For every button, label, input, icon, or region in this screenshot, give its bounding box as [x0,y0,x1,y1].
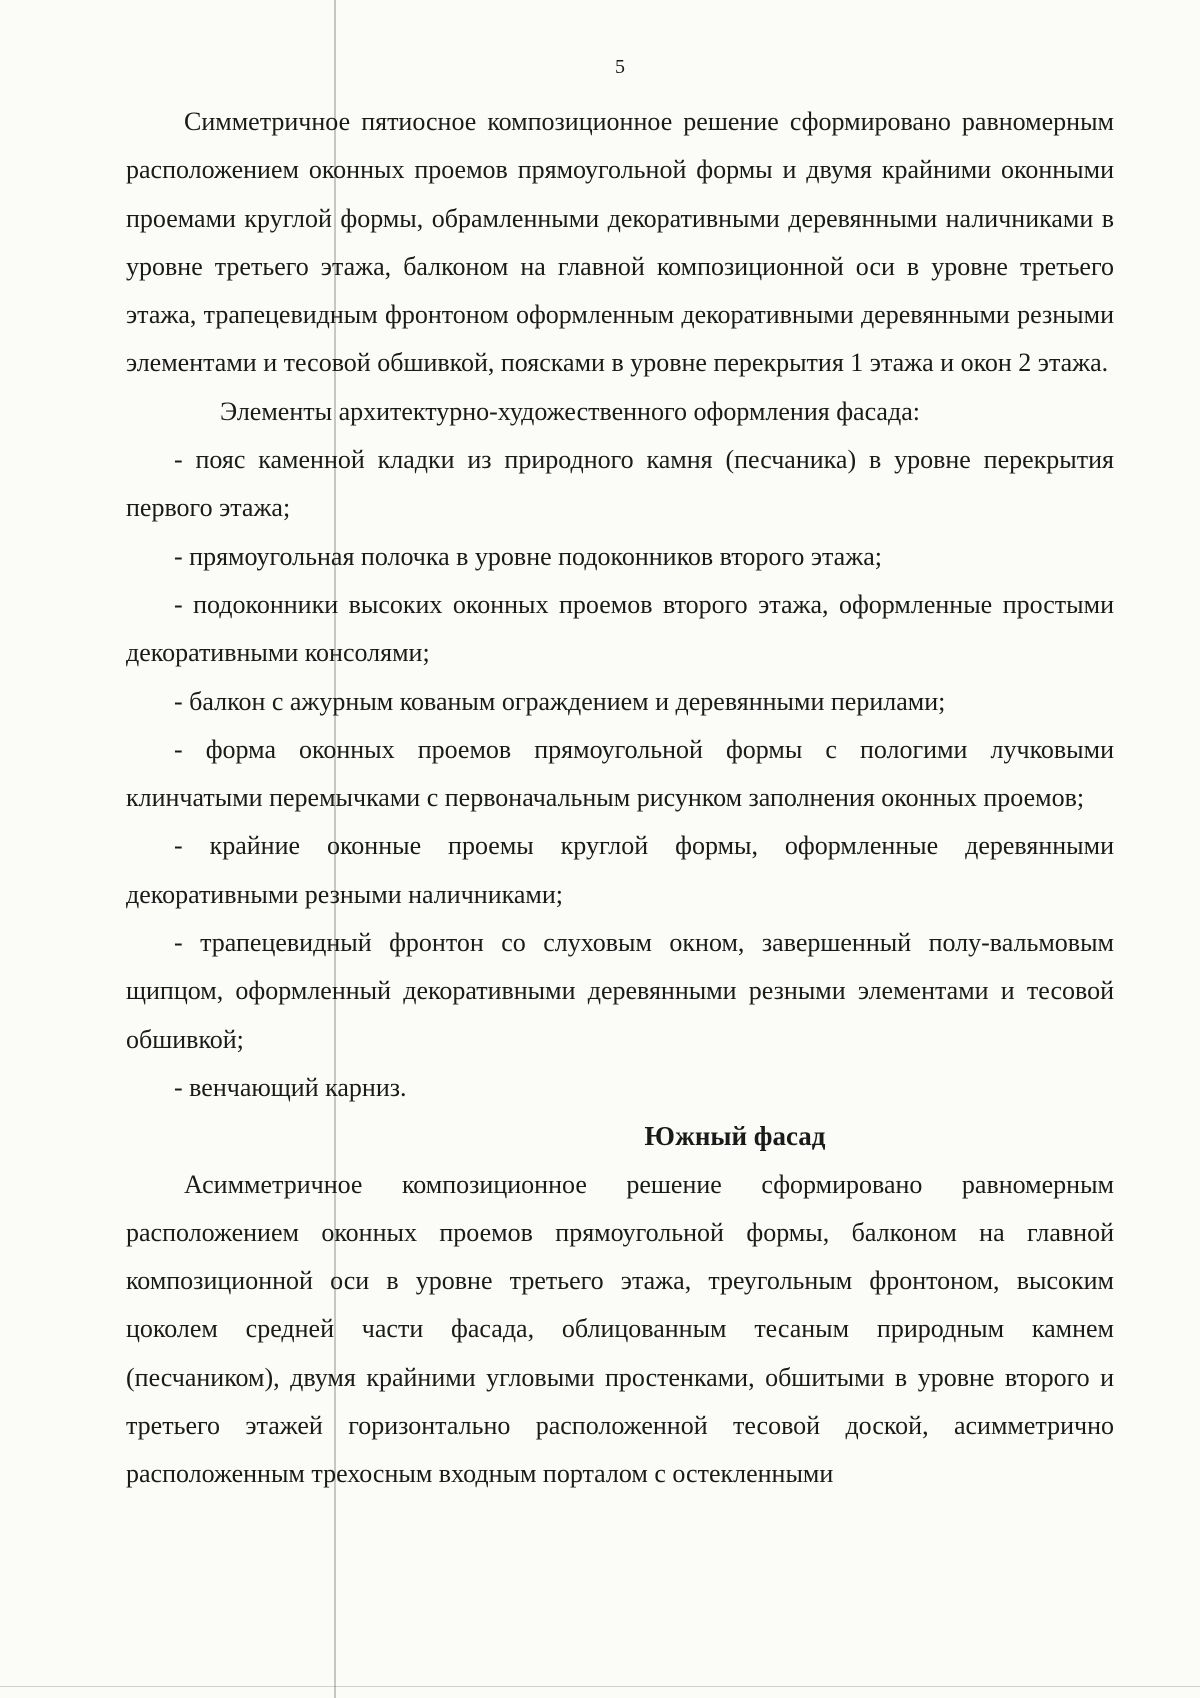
list-item-window-sills: - подоконники высоких оконных проемов второго этажа, оформленные простыми декоративными консолями; [126,589,1114,668]
list-item-stone-belt: - пояс каменной кладки из природного камня (песчаника) в уровне перекрытия первого этажа; [126,445,1114,523]
document-body [126,98,1114,1499]
paragraph-north-facade-composition: Симметричное пятиосное композиционное решение сформировано равномерным расположением оконных проемов прямоугольной формы и двумя крайними оконными проемами круглой формы, обрамленными декоративными деревянными наличниками в уровне третьего этажа, балконом на главной композиционной оси в уровне третьего этажа, трапецевидным фронтоном оформленным декоративными деревянными резными элементами и тесовой обшивкой, поясками в уровне перекрытия 1 этажа и окон 2 этажа. [126,107,1114,378]
list-item-balcony: - балкон с ажурным кованым ограждением и деревянными перилами; [174,686,946,716]
list-item-crowning-cornice: - венчающий карниз. [174,1072,407,1102]
list-item-rectangular-shelf: - прямоугольная полочка в уровне подоконников второго этажа; [174,541,882,571]
list-item-window-openings-shape: - форма оконных проемов прямоугольной формы с пологими лучковыми клинчатыми перемычками с первоначальным рисунком заполнения оконных проемов; [126,734,1114,813]
page-number: 5 [615,56,625,78]
paragraph-south-facade-composition: Асимметричное композиционное решение сформировано равномерным расположением оконных проемов прямоугольной формы, балконом на главной композиционной оси в уровне третьего этажа, треугольным фронтоном, высоким цоколем средней части фасада, облицованным тесаным природным камнем (песчаником), двумя крайними угловыми простенками, обшитыми в уровне второго и третьего этажей горизонтально расположенной тесовой доской, асимметрично расположенным трехосным входным порталом с остекленными [126,1169,1114,1489]
section-heading-south-facade: Южный фасад [644,1121,826,1152]
scan-artifact-horizontal-line [0,1686,1200,1687]
list-item-round-windows: - крайние оконные проемы круглой формы, оформленные деревянными декоративными резными наличниками; [126,831,1114,909]
paragraph-elements-intro: Элементы архитектурно-художественного оформления фасада: [220,396,920,426]
list-item-trapezoid-pediment: - трапецевидный фронтон со слуховым окном, завершенный полу-вальмовым щипцом, оформленный декоративными деревянными резными элементами и тесовой обшивкой; [126,928,1114,1054]
